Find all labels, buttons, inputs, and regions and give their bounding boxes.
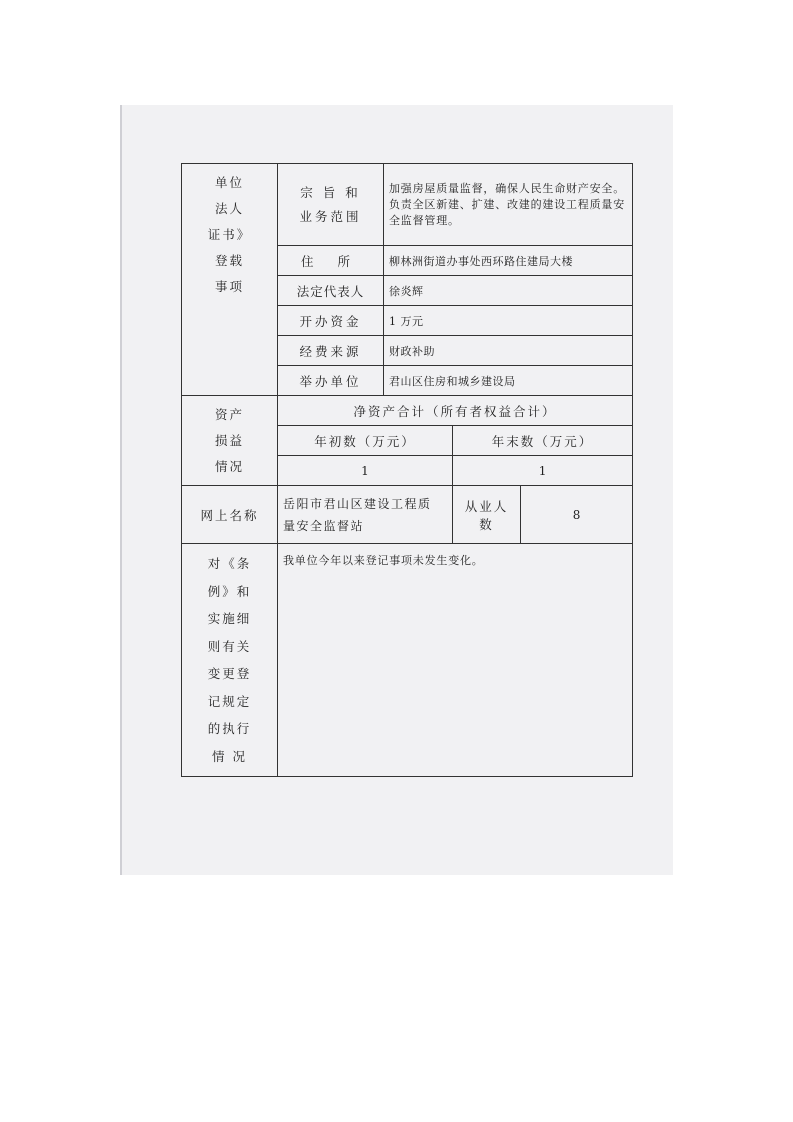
registration-section-label: 单位 法人 证书》 登载 事项 [182, 164, 278, 396]
purpose-row [182, 164, 633, 246]
end-of-year-label: 年末数（万元） [453, 426, 633, 456]
funds-value: 1 万元 [384, 306, 633, 336]
web-name-row [182, 486, 633, 544]
assets-section-label: 资产 损益 情况 [182, 396, 278, 486]
net-assets-header: 净资产合计（所有者权益合计） [278, 396, 633, 426]
web-name-value: 岳阳市君山区建设工程质 量安全监督站 [278, 486, 453, 544]
purpose-value: 加强房屋质量监督，确保人民生命财产安全。负责全区新建、扩建、改建的建设工程质量安全监督管理。 [384, 164, 633, 246]
funding-source-value: 财政补助 [384, 336, 633, 366]
end-of-year-value: 1 [453, 456, 633, 486]
assets-header-row [182, 396, 633, 426]
compliance-section-label: 对《条 例》和 实施细 则有关 变更登 记规定 的执行 情 况 [182, 544, 278, 777]
address-value: 柳林洲街道办事处西环路住建局大楼 [384, 246, 633, 276]
address-label: 住 所 [278, 246, 384, 276]
web-name-label: 网上名称 [182, 486, 278, 544]
compliance-row [182, 544, 633, 777]
sponsor-value: 君山区住房和城乡建设局 [384, 366, 633, 396]
legal-rep-label: 法定代表人 [278, 276, 384, 306]
legal-rep-value: 徐炎辉 [384, 276, 633, 306]
start-of-year-value: 1 [278, 456, 453, 486]
scan-edge [120, 105, 122, 875]
funding-source-label: 经费来源 [278, 336, 384, 366]
compliance-note: 我单位今年以来登记事项未发生变化。 [278, 544, 633, 777]
start-of-year-label: 年初数（万元） [278, 426, 453, 456]
purpose-label: 宗 旨 和 业务范围 [278, 164, 384, 246]
funds-label: 开办资金 [278, 306, 384, 336]
sponsor-label: 举办单位 [278, 366, 384, 396]
registration-form-table [181, 163, 633, 777]
staff-count-value: 8 [521, 486, 633, 544]
staff-count-label: 从业人数 [453, 486, 521, 544]
